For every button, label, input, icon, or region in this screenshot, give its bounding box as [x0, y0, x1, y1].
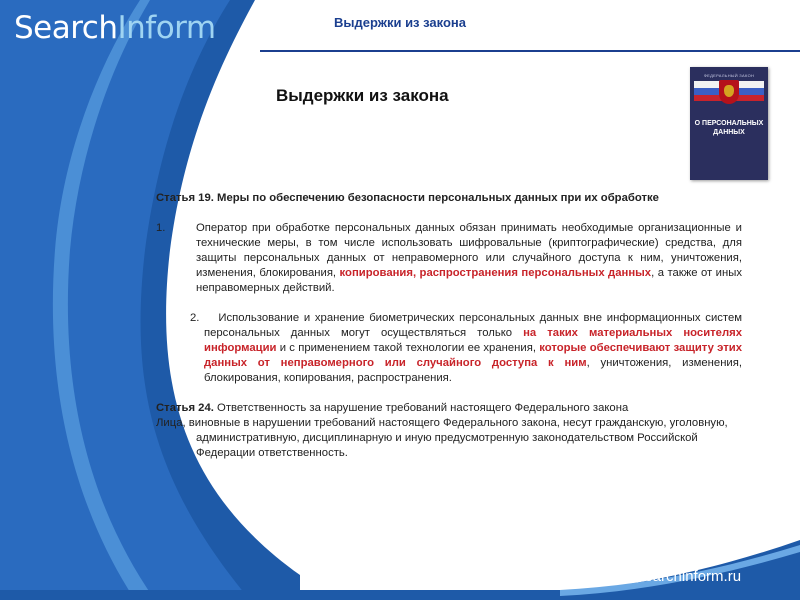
- article-19-heading: [156, 191, 742, 206]
- article-24-number: Статья 24.: [156, 402, 214, 414]
- footer-website-link[interactable]: www.searchinform.ru: [601, 568, 742, 585]
- law-excerpt-content: [156, 191, 742, 461]
- item-2-highlight-b: которые обеспечивают защиту этих данных от неправомерного или случайного доступа к ним: [204, 342, 742, 369]
- item-1-highlight: копирования, распространения персональных данных: [339, 267, 652, 279]
- law-book-cover: [690, 67, 768, 180]
- item-1-marker: 1.: [156, 222, 166, 234]
- item-2-highlight-a: на таких материальных носителях информации: [204, 327, 743, 354]
- logo-part-search: Search: [14, 10, 118, 46]
- item-1-text-a: Оператор при обработке персональных данных обязан принимать необходимые организационные и технические меры, в том числе использовать шифровальные (криптографические) средства, для защиты персональных данных от неправомерного или случайного доступа к ним, уничтожения, изменения, блокирования,: [196, 222, 742, 279]
- item-2-text-c: , уничтожения, изменения, блокирования, копирования, распространения.: [204, 357, 742, 384]
- article-19-title: Меры по обеспечению безопасности персональных данных при их обработке: [213, 192, 659, 204]
- searchinform-logo: [14, 10, 216, 46]
- article-24-heading: [156, 401, 742, 416]
- item-2-marker: 2.: [190, 312, 200, 324]
- header-title: Выдержки из закона: [334, 15, 467, 30]
- book-cover-small-text: ФЕДЕРАЛЬНЫЙ ЗАКОН: [703, 73, 755, 78]
- header-divider: [260, 50, 800, 52]
- article-24: [156, 401, 742, 461]
- article-24-title: Ответственность за нарушение требований настоящего Федерального закона: [213, 402, 629, 414]
- item-2-text-a: Использование и хранение биометрических персональных данных вне информационных систем персональных данных могут осуществляться только: [204, 312, 742, 339]
- coat-of-arms-icon: [719, 80, 739, 104]
- item-2-text-b: и с применением такой технологии ее хранения,: [276, 342, 540, 354]
- article-19-number: Статья 19.: [156, 192, 214, 204]
- item-1-text-b: , а также от иных неправомерных действий.: [196, 267, 742, 294]
- logo-part-inform: Inform: [117, 10, 216, 46]
- article-24-body: Лица, виновные в нарушении требований настоящего Федерального закона, несут гражданскую, уголовную, административную, дисциплинарную и иную предусмотренную законодательством Российской Федерации ответственность.: [156, 417, 728, 459]
- article-19-item-1: [156, 221, 742, 296]
- book-cover-title: О ПЕРСОНАЛЬНЫХ ДАННЫХ: [694, 120, 764, 136]
- article-19-item-2: [156, 311, 742, 386]
- page-title: Выдержки из закона: [276, 86, 449, 105]
